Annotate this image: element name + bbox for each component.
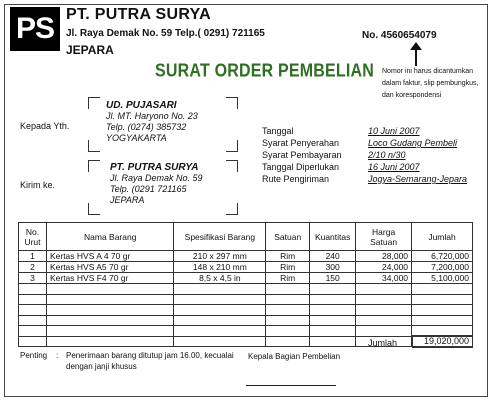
penting-label: Penting [20, 351, 48, 360]
info-value: 10 Juni 2007 [368, 126, 420, 136]
ship-to-label: Kirim ke. [20, 180, 56, 190]
col-header-amount: Jumlah [412, 223, 473, 251]
document-number: No. 4560654079 [362, 30, 437, 41]
address-corner [88, 97, 100, 109]
address-corner [226, 140, 238, 152]
table-row-empty [19, 305, 473, 316]
address-corner [88, 160, 100, 172]
info-label: Syarat Penyerahan [262, 138, 340, 148]
arrow-up-icon [410, 42, 422, 66]
cell-amount: 7,200,000 [412, 262, 473, 273]
ship-to-line: Telp. (0291 721165 [110, 184, 187, 194]
order-items-table [18, 222, 473, 347]
col-header-spec: Spesifikasi Barang [174, 223, 266, 251]
document-number-note: Nomor ini harus dicantumkan dalam faktur, slip pembungkus, dan korespondensi [382, 68, 479, 99]
signature-line [246, 385, 336, 386]
company-address: Jl. Raya Demak No. 59 Telp.( 0291) 721165 [66, 28, 265, 39]
cell-unit: Rim [266, 251, 310, 262]
address-corner [88, 203, 100, 215]
signature-label: Kepala Bagian Pembelian [248, 352, 341, 361]
col-header-qty: Kuantitas [310, 223, 356, 251]
recipient-line: Jl. MT. Haryono No. 23 [106, 111, 198, 121]
address-corner [226, 203, 238, 215]
ship-to-line: JEPARA [110, 195, 145, 205]
cell-price: 34,000 [356, 273, 412, 284]
cell-spec: 148 x 210 mm [174, 262, 266, 273]
recipient-name: UD. PUJASARI [106, 100, 177, 111]
info-value: Loco Gudang Pembeli [368, 138, 458, 148]
cell-no: 1 [19, 251, 47, 262]
info-label: Syarat Pembayaran [262, 150, 342, 160]
info-label: Rute Pengiriman [262, 174, 330, 184]
info-label: Tanggal Diperlukan [262, 162, 340, 172]
cell-qty: 150 [310, 273, 356, 284]
cell-name: Kertas HVS A5 70 gr [46, 262, 174, 273]
ship-to-line: Jl. Raya Demak No. 59 [110, 173, 203, 183]
ship-to-name: PT. PUTRA SURYA [110, 162, 199, 173]
recipient-address [106, 100, 198, 144]
table-header-row [19, 223, 473, 251]
recipient-line: Telp. (0274) 385732 [106, 122, 187, 132]
col-header-name: Nama Barang [46, 223, 174, 251]
address-corner [88, 140, 100, 152]
total-value: 19,020,000 [412, 335, 473, 348]
table-row-empty [19, 326, 473, 337]
cell-spec: 210 x 297 mm [174, 251, 266, 262]
address-corner [226, 97, 238, 109]
cell-qty: 240 [310, 251, 356, 262]
recipient-label: Kepada Yth. [20, 121, 70, 131]
col-header-no: No. Urut [19, 223, 47, 251]
table-row [19, 273, 473, 284]
cell-no: 3 [19, 273, 47, 284]
cell-unit: Rim [266, 273, 310, 284]
cell-spec: 8,5 x 4,5 in [174, 273, 266, 284]
cell-amount: 5,100,000 [412, 273, 473, 284]
cell-price: 24,000 [356, 262, 412, 273]
info-value: Jogya-Semarang-Jepara [368, 174, 468, 184]
info-value: 2/10 n/30 [368, 150, 406, 160]
cell-amount: 6,720,000 [412, 251, 473, 262]
total-label: Jumlah [368, 338, 398, 348]
company-logo: PS [10, 7, 60, 51]
order-info [262, 125, 467, 185]
penting-colon: : [56, 351, 59, 360]
table-row-empty [19, 294, 473, 305]
table-row-empty [19, 315, 473, 326]
ship-to-address [110, 162, 203, 206]
col-header-unit: Satuan [266, 223, 310, 251]
table-row-empty [19, 336, 473, 347]
table-row [19, 262, 473, 273]
info-value: 16 Juni 2007 [368, 162, 420, 172]
info-label: Tanggal [262, 126, 294, 136]
table-row-empty [19, 284, 473, 295]
table-row [19, 251, 473, 262]
col-header-price: Harga Satuan [356, 223, 412, 251]
cell-price: 28,000 [356, 251, 412, 262]
company-city: JEPARA [66, 43, 114, 57]
cell-no: 2 [19, 262, 47, 273]
recipient-line: YOGYAKARTA [106, 133, 167, 143]
address-corner [226, 160, 238, 172]
penting-text: Penerimaan barang ditutup jam 16.00, kecualai dengan janji khusus [66, 351, 234, 371]
cell-qty: 300 [310, 262, 356, 273]
cell-name: Kertas HVS F4 70 gr [46, 273, 174, 284]
cell-unit: Rim [266, 262, 310, 273]
document-title: SURAT ORDER PEMBELIAN [155, 61, 375, 82]
cell-name: Kertas HVS A 4 70 gr [46, 251, 174, 262]
company-name: PT. PUTRA SURYA [66, 6, 211, 23]
